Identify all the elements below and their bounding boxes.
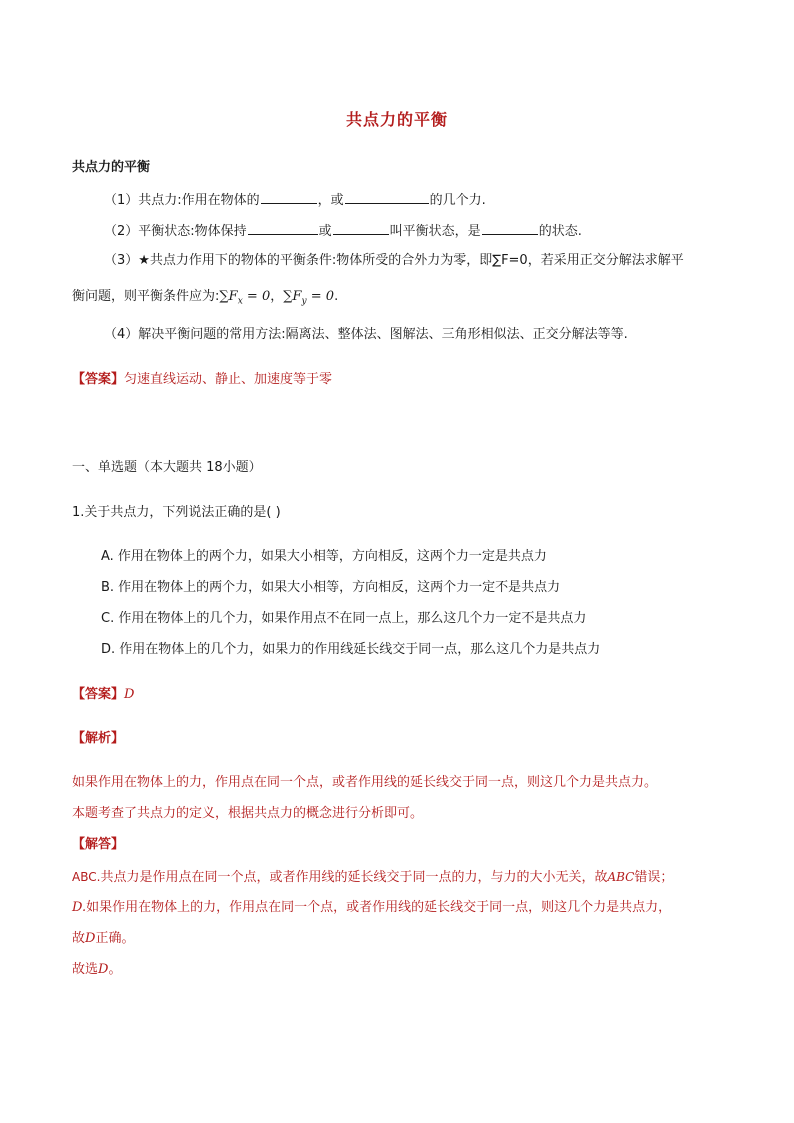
item-2: （2）平衡状态:物体保持 或 叫平衡状态，是 的状态.: [104, 221, 582, 241]
item-4: （4）解决平衡问题的常用方法:隔离法、整体法、图解法、三角形相似法、正交分解法等等.: [104, 327, 628, 342]
equation-sum-fx: $\sum F_x = 0$: [219, 289, 271, 307]
equation-sum-fy: $\sum F_y = 0$: [283, 289, 335, 307]
option-d: D. 作用在物体上的几个力，如果力的作用线延长线交于同一点，那么这几个力是共点力: [101, 642, 601, 657]
solution-label: 【解答】: [72, 837, 125, 852]
item-1: （1）共点力:作用在物体的 ，或 的几个力.: [104, 190, 486, 210]
blank-4: [333, 221, 389, 235]
solution-line-1: ABC.共点力是作用点在同一个点，或者作用线的延长线交于同一点的力，与力的大小无关，故ABC错误；: [72, 870, 674, 885]
blank-3: [248, 221, 318, 235]
option-b: B. 作用在物体上的两个力，如果大小相等，方向相反，这两个力一定不是共点力: [101, 580, 561, 595]
solution-line-2: D.如果作用在物体上的力，作用点在同一个点，或者作用线的延长线交于同一点，则这几个力是共点力，: [72, 900, 672, 915]
solution-line-3: 故D正确。: [72, 931, 135, 946]
solution-line-4: 故选D。: [72, 962, 122, 977]
blank-5: [482, 221, 538, 235]
analysis-line-1: 如果作用在物体上的力，作用点在同一个点，或者作用线的延长线交于同一点，则这几个力是共点力。: [72, 775, 658, 790]
option-c: C. 作用在物体上的几个力，如果作用点不在同一点上，那么这几个力一定不是共点力: [101, 611, 587, 626]
answer-label: 【答案】: [72, 687, 125, 702]
answer-text: 匀速直线运动、静止、加速度等于零: [124, 372, 333, 387]
option-a: A. 作用在物体上的两个力，如果大小相等，方向相反，这两个力一定是共点力: [101, 549, 547, 564]
item-3-line-2: 衡问题，则平衡条件应为$:\sum F_x = 0$，$\sum F_y = 0$.: [72, 289, 339, 307]
page-title: 共点力的平衡: [345, 110, 448, 129]
item-3-line-1: （3）★共点力作用下的物体的平衡条件:物体所受的合外力为零，即∑F=0，若采用正交分解法求解平: [104, 253, 684, 268]
answer-label: 【答案】: [72, 372, 125, 387]
section-heading: 共点力的平衡: [72, 160, 151, 175]
analysis-line-2: 本题考查了共点力的定义，根据共点力的概念进行分析即可。: [72, 806, 424, 821]
blank-1: [261, 190, 317, 204]
question-stem: 1.关于共点力，下列说法正确的是( ): [72, 505, 281, 520]
part-heading: 一、单选题（本大题共 18小题）: [72, 460, 262, 475]
blank-2: [345, 190, 429, 204]
answer-value: D: [124, 687, 135, 702]
analysis-label: 【解析】: [72, 731, 125, 746]
answer-2: [72, 686, 134, 704]
answer-1: [72, 371, 332, 389]
